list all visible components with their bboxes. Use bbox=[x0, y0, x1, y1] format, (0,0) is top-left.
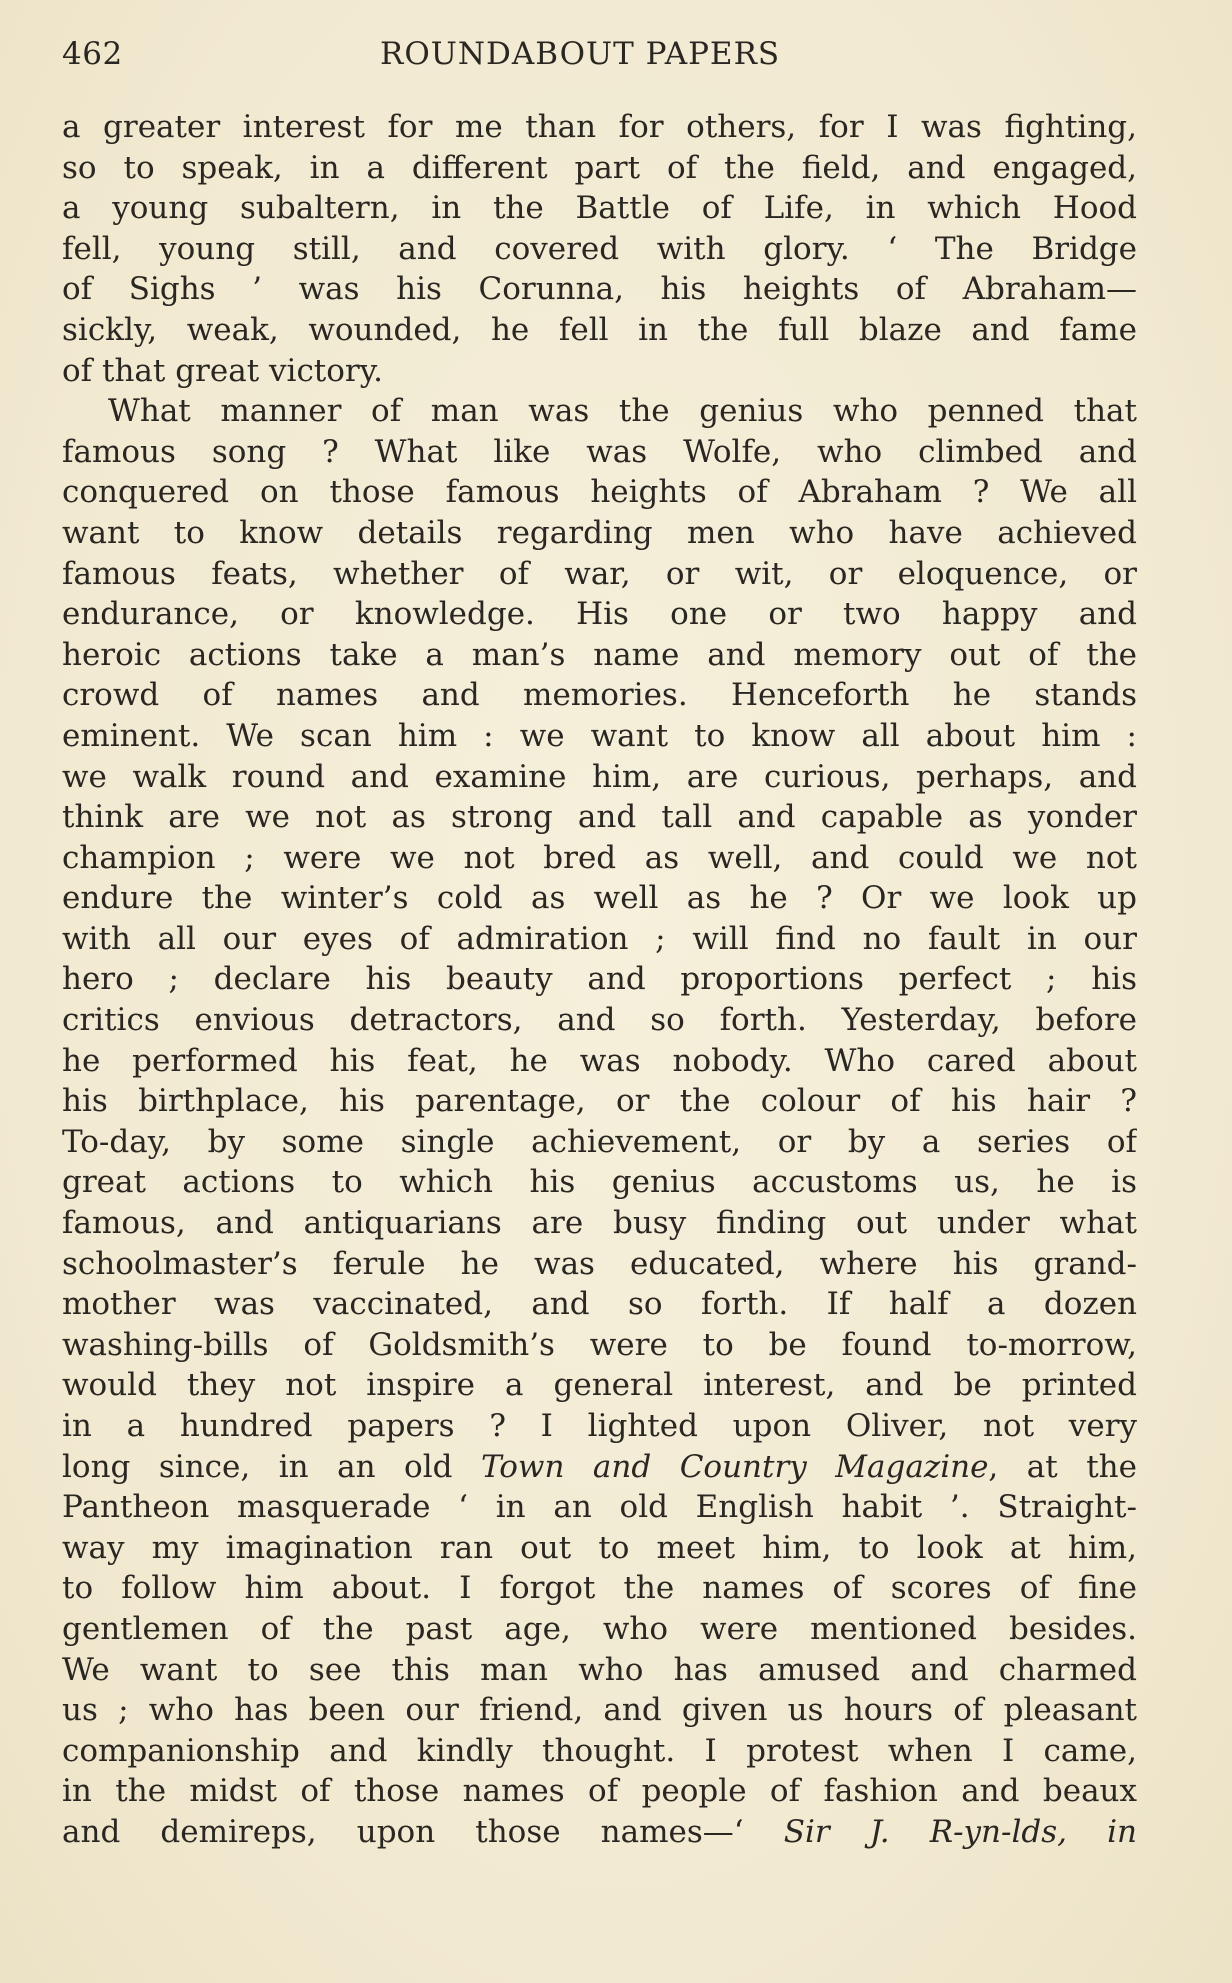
text-line: conquered on those famous heights of Abraham ? We all bbox=[62, 474, 1137, 511]
text-line: washing-bills of Goldsmith’s were to be found to-morrow, bbox=[62, 1326, 1137, 1363]
text-line: of Sighs ’ was his Corunna, his heights of Abraham— bbox=[62, 271, 1137, 308]
body-text bbox=[62, 107, 1137, 1853]
page-number: 462 bbox=[62, 36, 123, 72]
text-line: want to know details regarding men who have achieved bbox=[62, 514, 1137, 551]
text-line: his birthplace, his parentage, or the colour of his hair ? bbox=[62, 1083, 1137, 1120]
text-line: crowd of names and memories. Henceforth he stands bbox=[62, 677, 1137, 714]
text-line: gentlemen of the past age, who were mentioned besides. bbox=[62, 1610, 1137, 1647]
line-text: long since, in an old bbox=[62, 1448, 481, 1485]
text-line: hero ; declare his beauty and proportions perfect ; his bbox=[62, 961, 1137, 998]
italic-name: Sir J. R-yn-lds, in bbox=[783, 1813, 1137, 1850]
text-line: a young subaltern, in the Battle of Life, in which Hood bbox=[62, 190, 1137, 227]
text-line: he performed his feat, he was nobody. Who cared about bbox=[62, 1042, 1137, 1079]
text-line: companionship and kindly thought. I protest when I came, bbox=[62, 1732, 1137, 1769]
text-line: so to speak, in a different part of the field, and engaged, bbox=[62, 149, 1137, 186]
text-line: critics envious detractors, and so forth. Yesterday, before bbox=[62, 1002, 1137, 1039]
text-line: think are we not as strong and tall and capable as yonder bbox=[62, 799, 1137, 836]
text-line: famous song ? What like was Wolfe, who climbed and bbox=[62, 433, 1137, 470]
text-line: mother was vaccinated, and so forth. If half a dozen bbox=[62, 1286, 1137, 1323]
text-line: sickly, weak, wounded, he fell in the full blaze and fame bbox=[62, 311, 1137, 348]
text-line: in a hundred papers ? I lighted upon Oliver, not very bbox=[62, 1408, 1137, 1444]
text-line: in the midst of those names of people of fashion and beaux bbox=[62, 1773, 1137, 1810]
text-line: Pantheon masquerade ‘ in an old English habit ’. Straight- bbox=[62, 1489, 1137, 1526]
text-line: with all our eyes of admiration ; will find no fault in our bbox=[62, 920, 1137, 957]
text-line-with-italic bbox=[62, 1447, 1137, 1488]
text-line: a greater interest for me than for others, for I was fighting, bbox=[62, 109, 1137, 145]
line-text: , at the bbox=[988, 1448, 1137, 1485]
text-line: We want to see this man who has amused and charmed bbox=[62, 1651, 1137, 1688]
text-line: To-day, by some single achievement, or by a series of bbox=[62, 1123, 1137, 1160]
text-line-with-italic bbox=[62, 1812, 1137, 1853]
text-line: us ; who has been our friend, and given us hours of pleasant bbox=[62, 1692, 1137, 1729]
text-line: eminent. We scan him : we want to know all about him : bbox=[62, 717, 1137, 754]
text-line: fell, young still, and covered with glory. ‘ The Bridge bbox=[62, 230, 1137, 267]
text-line: schoolmaster’s ferule he was educated, where his grand- bbox=[62, 1245, 1137, 1282]
paragraph-start-line: What manner of man was the genius who penned that bbox=[108, 393, 1137, 430]
text-line: to follow him about. I forgot the names of scores of fine bbox=[62, 1570, 1137, 1607]
text-line: famous feats, whether of war, or wit, or eloquence, or bbox=[62, 555, 1137, 592]
text-line: way my imagination ran out to meet him, to look at him, bbox=[62, 1529, 1137, 1566]
text-line: of that great victory. bbox=[62, 352, 383, 389]
text-line: endurance, or knowledge. His one or two happy and bbox=[62, 596, 1137, 633]
running-title: ROUNDABOUT PAPERS bbox=[380, 36, 781, 72]
text-line: champion ; were we not bred as well, and could we not bbox=[62, 839, 1137, 876]
line-text: and demireps, upon those names—‘ bbox=[62, 1813, 784, 1850]
text-line: heroic actions take a man’s name and memory out of the bbox=[62, 636, 1137, 673]
italic-title: Town and Country Magazine bbox=[480, 1448, 989, 1485]
text-line: famous, and antiquarians are busy finding out under what bbox=[62, 1205, 1137, 1242]
text-line: would they not inspire a general interest, and be printed bbox=[62, 1367, 1137, 1404]
text-line: endure the winter’s cold as well as he ? Or we look up bbox=[62, 880, 1137, 917]
text-line: we walk round and examine him, are curious, perhaps, and bbox=[62, 758, 1137, 795]
text-line: great actions to which his genius accustoms us, he is bbox=[62, 1164, 1137, 1201]
running-head bbox=[62, 34, 1137, 74]
